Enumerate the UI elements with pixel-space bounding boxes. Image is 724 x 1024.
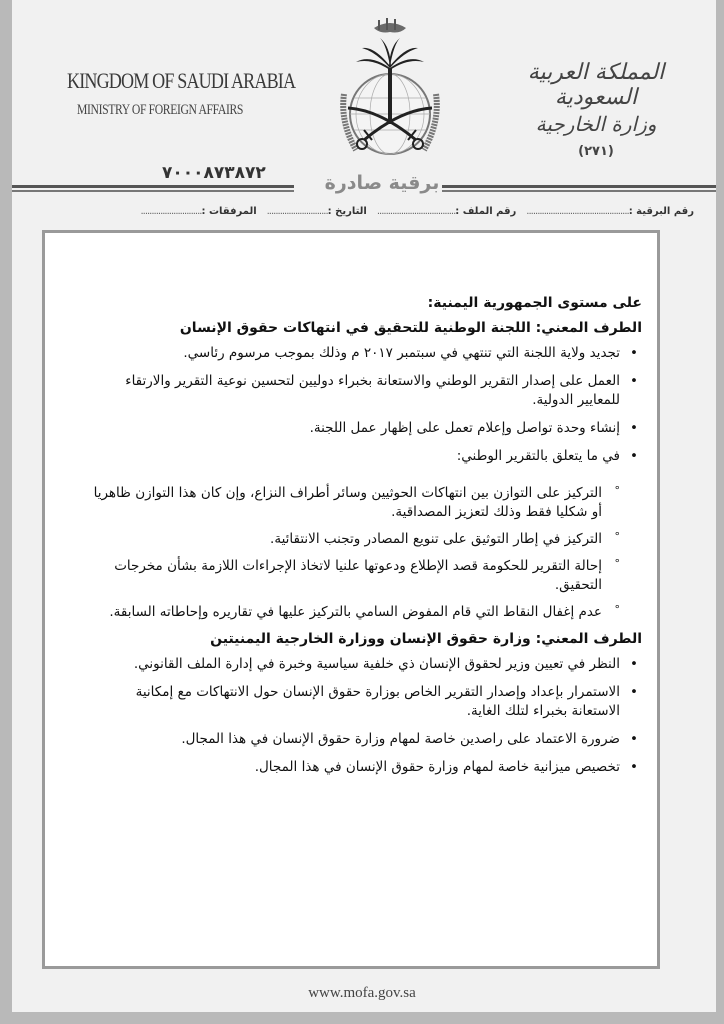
kingdom-title-en: KINGDOM OF SAUDI ARABIA bbox=[67, 68, 296, 93]
list-item bbox=[88, 655, 642, 674]
sub-list-item-text: التركيز على التوازن بين انتهاكات الحوثيين وسائر أطراف النزاع، وإن كان هذا التوازن ظاهريا أو شكليا فقط وذلك لتعزيز المصداقية. bbox=[93, 485, 602, 520]
sub-list-item-text: إحالة التقرير للحكومة قصد الإطلاع ودعوتها علنيا لاتخاذ الإجراءات اللازمة بشأن مخرجات التحقيق. bbox=[114, 558, 602, 593]
bullet-icon: • bbox=[630, 759, 638, 775]
field-label: التاريخ : bbox=[327, 206, 367, 217]
bullet-icon: • bbox=[630, 656, 638, 672]
list-item-text: العمل على إصدار التقرير الوطني والاستعانة بخبراء دوليين لتحسين نوعية التقرير والارتقاء للمعايير الدولية. bbox=[125, 373, 620, 408]
header-rule-left bbox=[12, 185, 294, 192]
field-value: ............................................... bbox=[526, 206, 629, 217]
list-item-text: إنشاء وحدة تواصل وإعلام تعمل على إظهار عمل اللجنة. bbox=[309, 420, 620, 436]
field-label: رقم البرقية : bbox=[628, 206, 694, 217]
level-heading: على مستوى الجمهورية اليمنية: bbox=[427, 295, 642, 311]
english-letterhead bbox=[67, 68, 345, 119]
list-item bbox=[88, 683, 642, 721]
field-value: ............................ bbox=[266, 206, 328, 217]
national-report-sub-bullets bbox=[88, 484, 642, 622]
list-item bbox=[88, 730, 642, 749]
header-rule-right bbox=[442, 185, 716, 192]
basmala-calligraphy-icon bbox=[374, 18, 406, 33]
bullet-icon: • bbox=[630, 373, 638, 389]
field-value: .................................... bbox=[376, 206, 456, 217]
sub-list-item-text: عدم إغفال النقاط التي قام المفوض السامي بالتركيز عليها في تقاريره وإحاطاته السابقة. bbox=[109, 604, 602, 620]
bullet-icon: • bbox=[630, 420, 638, 436]
telegram-fields bbox=[42, 206, 694, 217]
emblem-icon bbox=[330, 10, 450, 180]
ministry-title-ar: وزارة الخارجية bbox=[535, 112, 657, 136]
section2-bullets bbox=[88, 655, 642, 777]
field-file-number bbox=[377, 206, 516, 217]
sub-list-item bbox=[88, 603, 642, 622]
field-telegram-number bbox=[526, 206, 694, 217]
bullet-icon: • bbox=[630, 448, 638, 464]
field-value: ............................ bbox=[140, 206, 202, 217]
field-label: رقم الملف : bbox=[455, 206, 517, 217]
list-item-text: تخصيص ميزانية خاصة لمهام وزارة حقوق الإنسان في هذا المجال. bbox=[254, 759, 620, 775]
arabic-letterhead bbox=[496, 60, 696, 159]
circle-bullet-icon: ° bbox=[614, 484, 620, 497]
field-label: المرفقات : bbox=[201, 206, 257, 217]
bullet-icon: • bbox=[630, 684, 638, 700]
list-item-text: في ما يتعلق بالتقرير الوطني: bbox=[456, 448, 620, 464]
list-item-text: الاستمرار بإعداد وإصدار التقرير الخاص بوزارة حقوق الإنسان حول الانتهاكات مع إمكانية الاستعانة بخبراء لتلك الغاية. bbox=[135, 684, 620, 719]
circle-bullet-icon: ° bbox=[614, 557, 620, 570]
section1-heading: الطرف المعني: اللجنة الوطنية للتحقيق في انتهاكات حقوق الإنسان bbox=[179, 320, 642, 336]
reference-number: ٧٠٠٠٨٧٣٨٧٢ bbox=[162, 163, 266, 183]
circle-bullet-icon: ° bbox=[614, 530, 620, 543]
sub-list-item bbox=[88, 484, 642, 522]
list-item bbox=[88, 344, 642, 363]
document-type-label: برقية صادرة bbox=[324, 172, 440, 194]
sub-list-item-text: التركيز في إطار التوثيق على تنويع المصادر وتجنب الانتقائية. bbox=[270, 531, 602, 547]
list-item bbox=[88, 447, 642, 466]
section1-bullets bbox=[88, 344, 642, 466]
list-item bbox=[88, 758, 642, 777]
list-item-text: تجديد ولاية اللجنة التي تنتهي في سبتمبر ٢٠١٧ م وذلك بموجب مرسوم رئاسي. bbox=[183, 345, 620, 361]
list-item bbox=[88, 372, 642, 410]
field-date bbox=[267, 206, 367, 217]
bullet-icon: • bbox=[630, 345, 638, 361]
field-attachments bbox=[140, 206, 256, 217]
footer-website: www.mofa.gov.sa bbox=[308, 985, 416, 1001]
form-code: (٢٧١) bbox=[578, 144, 614, 159]
list-item bbox=[88, 419, 642, 438]
sub-list-item bbox=[88, 557, 642, 595]
list-item-text: ضرورة الاعتماد على راصدين خاصة لمهام وزارة حقوق الإنسان في هذا المجال. bbox=[181, 731, 620, 747]
sub-list-item bbox=[88, 530, 642, 549]
section2-heading: الطرف المعني: وزارة حقوق الإنسان ووزارة الخارجية اليمنيتين bbox=[210, 631, 642, 647]
circle-bullet-icon: ° bbox=[614, 603, 620, 616]
bullet-icon: • bbox=[630, 731, 638, 747]
kingdom-title-ar: المملكة العربية السعودية bbox=[527, 60, 665, 110]
ministry-title-en: MINISTRY OF FOREIGN AFFAIRS bbox=[77, 102, 243, 118]
document-body bbox=[88, 294, 642, 786]
list-item-text: النظر في تعيين وزير لحقوق الإنسان ذي خلفية سياسية وخبرة في إدارة الملف القانوني. bbox=[133, 656, 620, 672]
